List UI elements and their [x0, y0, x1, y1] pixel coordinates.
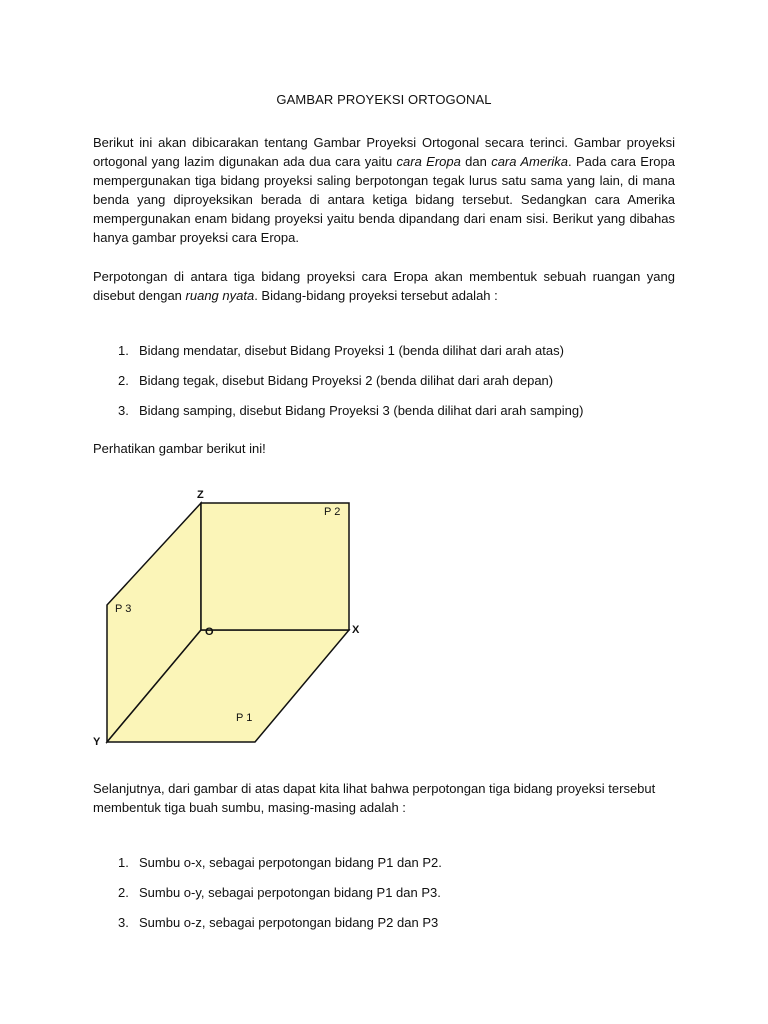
- label-x: X: [352, 624, 360, 636]
- list-text: Bidang mendatar, disebut Bidang Proyeksi 1 (benda dilihat dari arah atas): [139, 343, 564, 358]
- paragraph-intro: [93, 133, 675, 247]
- emphasis-cara-amerika: cara Amerika: [491, 154, 569, 169]
- paragraph-intro-text-1: Berikut ini akan dibicarakan tentang Gambar Proyeksi Ortogonal secara terinci. Gambar proyeksi ortogonal yang lazim digunakan ada dua cara yaitu: [93, 135, 675, 169]
- list-item: [118, 853, 442, 872]
- list-text: Sumbu o-y, sebagai perpotongan bidang P1 dan P3.: [139, 885, 441, 900]
- list-text: Bidang samping, disebut Bidang Proyeksi 3 (benda dilihat dari arah samping): [139, 403, 584, 418]
- paragraph-intro-text-3: . Pada cara Eropa mempergunakan tiga bidang proyeksi saling berpotongan tegak lurus satu sama yang lain, di mana benda yang diproyeksikan berada di antara ketiga bidang tersebut. Sedangkan cara Amerika mempergunakan enam bidang proyeksi yaitu benda dipandang dari enam sisi. Berikut yang dibahas hanya gambar proyeksi cara Eropa.: [93, 154, 675, 245]
- list-number: 2.: [118, 885, 129, 900]
- emphasis-cara-eropa: cara Eropa: [396, 154, 461, 169]
- list-number: 3.: [118, 915, 129, 930]
- paragraph-ruang-text-2: . Bidang-bidang proyeksi tersebut adalah :: [254, 288, 498, 303]
- label-y: Y: [93, 736, 101, 748]
- projection-diagram: [93, 480, 361, 752]
- list-number: 2.: [118, 373, 129, 388]
- paragraph-axes: Selanjutnya, dari gambar di atas dapat kita lihat bahwa perpotongan tiga bidang proyeksi tersebut membentuk tiga buah sumbu, masing-masing adalah :: [93, 781, 656, 815]
- figure-intro-text: Perhatikan gambar berikut ini!: [93, 441, 266, 456]
- label-p3: P 3: [115, 603, 132, 615]
- document-title: GAMBAR PROYEKSI ORTOGONAL: [276, 92, 492, 107]
- label-z: Z: [197, 489, 204, 501]
- list-number: 1.: [118, 855, 129, 870]
- projection-figure: [93, 480, 361, 752]
- list-item: [118, 341, 564, 360]
- label-o: O: [205, 626, 214, 638]
- list-number: 3.: [118, 403, 129, 418]
- list-item: [118, 371, 553, 390]
- list-text: Bidang tegak, disebut Bidang Proyeksi 2 (benda dilihat dari arah depan): [139, 373, 554, 388]
- emphasis-ruang-nyata: ruang nyata: [185, 288, 255, 303]
- label-p2: P 2: [324, 506, 341, 518]
- list-item: [118, 401, 583, 420]
- list-item: [118, 913, 438, 932]
- plane-p2: [201, 503, 349, 630]
- paragraph-ruang-text-1: Perpotongan di antara tiga bidang proyeksi cara Eropa akan membentuk sebuah ruangan yang disebut dengan: [93, 269, 675, 303]
- list-item: [118, 883, 441, 902]
- list-text: Sumbu o-x, sebagai perpotongan bidang P1 dan P2.: [139, 855, 442, 870]
- list-text: Sumbu o-z, sebagai perpotongan bidang P2 dan P3: [139, 915, 439, 930]
- label-p1: P 1: [236, 712, 253, 724]
- paragraph-intro-text-2: dan: [460, 154, 492, 169]
- list-number: 1.: [118, 343, 129, 358]
- paragraph-ruang-nyata: [93, 267, 675, 305]
